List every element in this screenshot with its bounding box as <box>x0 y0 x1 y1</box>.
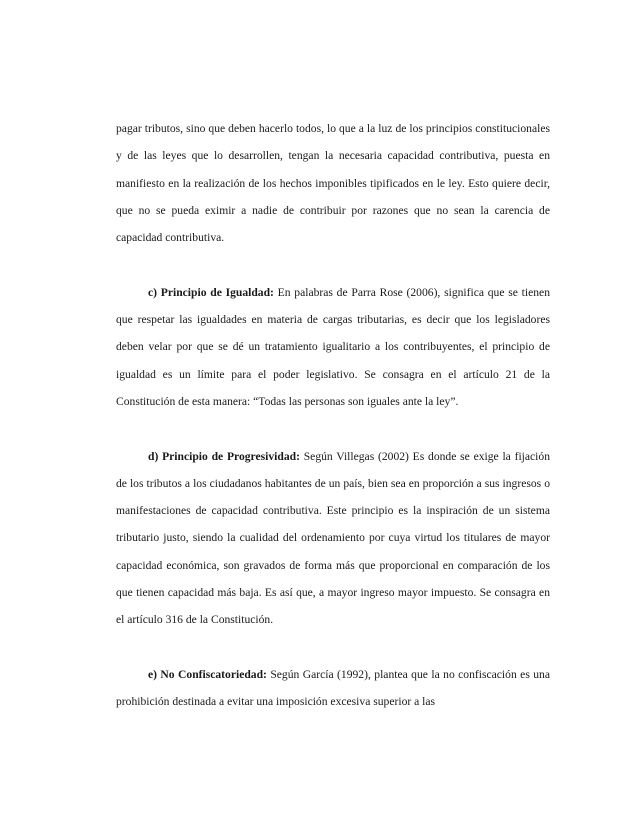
paragraph-principio-progresividad <box>116 443 550 634</box>
paragraph-spacer <box>116 415 550 442</box>
body-text <box>116 115 550 716</box>
section-heading: e) No Confiscatoriedad: <box>148 667 267 681</box>
paragraph-text: Según García (1992), plantea que la no confiscación es una prohibición destinada a evitar una imposición excesiva superior a las <box>116 667 550 709</box>
paragraph-text: Según Villegas (2002) Es donde se exige la fijación de los tributos a los ciudadanos habitantes de un país, bien sea en proporción a sus ingresos o manifestaciones de capacidad contributiva. Este principio es la inspiración de un sistema tributario justo, siendo la cualidad del ordenamiento por cuya virtud los titulares de mayor capacidad económica, son gravados de forma más que proporcional en comparación de los que tienen capacidad más baja. Es así que, a mayor ingreso mayor impuesto. Se consagra en el artículo 316 de la Constitución. <box>116 449 550 627</box>
paragraph-text: pagar tributos, sino que deben hacerlo todos, lo que a la luz de los principios constitucionales y de las leyes que lo desarrollen, tengan la necesaria capacidad contributiva, puesta en manifiesto en la realización de los hechos imponibles tipificados en le ley. Esto quiere decir, que no se pueda eximir a nadie de contribuir por razones que no sean la carencia de capacidad contributiva. <box>116 122 550 245</box>
paragraph-no-confiscatoriedad <box>116 661 550 716</box>
paragraph-capacidad-contributiva <box>116 115 550 251</box>
section-heading: d) Principio de Progresividad: <box>148 449 300 463</box>
paragraph-text: En palabras de Parra Rose (2006), significa que se tienen que respetar las igualdades en materia de cargas tributarias, es decir que los legisladores deben velar por que se dé un tratamiento igualitario a los contribuyentes, el principio de igualdad es un límite para el poder legislativo. Se consagra en el artículo 21 de la Constitución de esta manera: “Todas las personas son iguales ante la ley”. <box>116 285 550 408</box>
paragraph-spacer <box>116 251 550 278</box>
section-heading: c) Principio de Igualdad: <box>148 285 274 299</box>
paragraph-spacer <box>116 634 550 661</box>
paragraph-principio-igualdad <box>116 279 550 415</box>
